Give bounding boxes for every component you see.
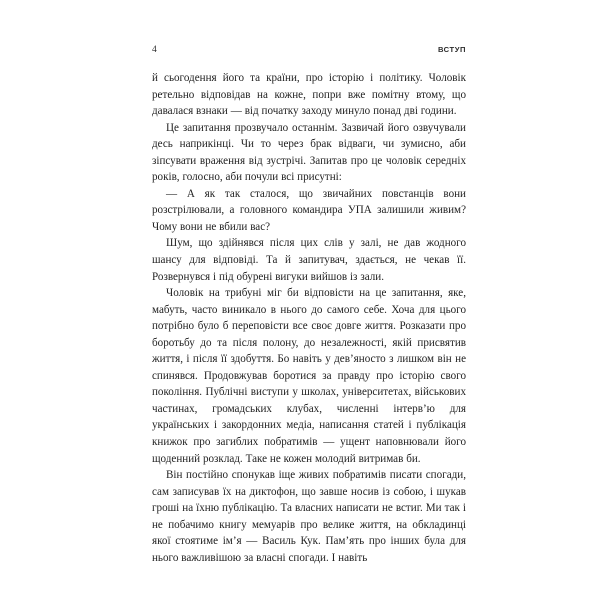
paragraph: й сьогодення його та країни, про історію і політику. Чоловік ретельно відповідав на кожне, попри вже помітну втому, що давалася взнаки — від початку заходу минуло понад дві години. <box>152 72 466 118</box>
paragraph: Це запитання прозвучало останнім. Зазвичай його озвучували десь наприкінці. Чи то через брак відваги, чи зумисно, аби зіпсувати враження від зустрічі. Запитав про це чоловік середніх років, голосно, аби почули всі присутні: <box>152 121 466 184</box>
running-head <box>152 44 466 58</box>
paragraph: Він постійно спонукав іще живих побратимів писати спогади, сам записував їх на диктофон, що завше носив із собою, і шукав гроші на їхню публікацію. Та власних написати не встиг. Ми так і не побачимо книгу мемуарів про велике життя, на обкладинці якої стоятиме ім’я — Василь Кук. Пам’ять про інших була для нього важливішою за власні спогади. І навіть <box>152 469 466 564</box>
paragraph: Чоловік на трибуні міг би відповісти на це запитання, яке, мабуть, часто виникало в нього до самого себе. Хоча для цього потрібно було б переповісти все своє довге життя. Розказати про боротьбу до та після полону, до незалежності, якій присвятив життя, і після її здобуття. Бо навіть у дев’яносто з лишком він не спинявся. Продовжував боротися за правду про історію свого покоління. Публічні виступи у школах, університетах, військових частинах, громадських клубах, численні інтерв’ю для українських і закордонних медіа, написання статей і публікація книжок про загиблих побратимів — ущент наповнювали його щоденний розклад. Таке не кожен молодий витримав би. <box>152 287 466 465</box>
body-text-block <box>152 70 466 566</box>
paragraph: Шум, що здійнявся після цих слів у залі, не дав жодного шансу для відповіді. Та й запитувач, здається, не чекав її. Розвернувся і під обурені вигуки вийшов із зали. <box>152 237 466 283</box>
paragraph-dialogue: — А як так сталося, що звичайних повстанців вони розстрілювали, а головного командира УПА залишили живим? Чому вони не вбили вас? <box>152 187 466 233</box>
page-number: 4 <box>152 45 157 55</box>
running-title: ВСТУП <box>437 45 466 54</box>
